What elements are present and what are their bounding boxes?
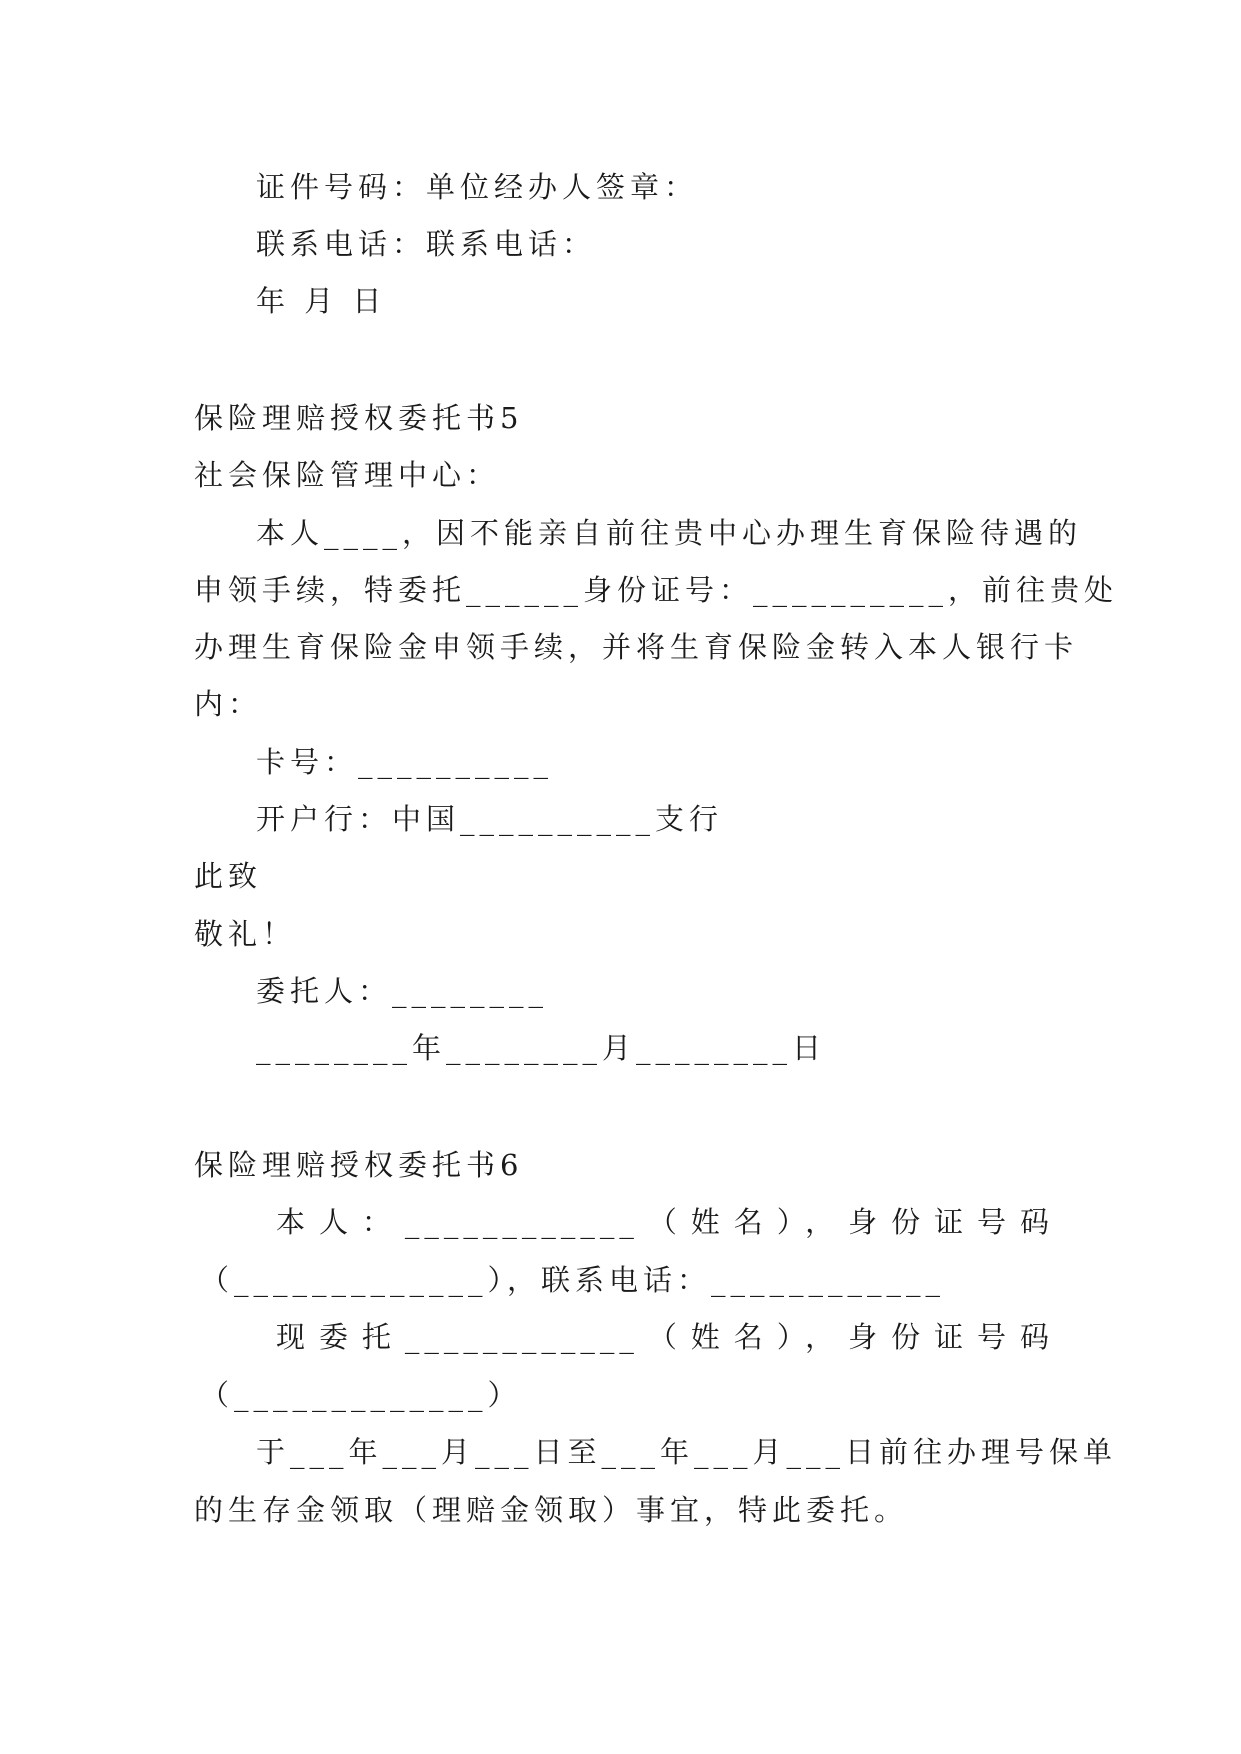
doc6-title: 保险理赔授权委托书6 [194,1148,524,1182]
id-number-signature-line: 证件号码：单位经办人签章： [256,170,699,204]
doc6-para2-line-1: 现委托____________（姓名），身份证号码 [276,1320,1054,1354]
doc5-date: ________年________月________日 [256,1031,827,1065]
phone-line: 联系电话：联系电话： [256,227,597,261]
doc5-paragraph-line-1: 本人____，因不能亲自前往贵中心办理生育保险待遇的 [256,516,1083,550]
doc6-para1-line-2: （_____________），联系电话：____________ [200,1263,946,1297]
doc5-paragraph-line-3: 办理生育保险金申领手续，并将生育保险金转入本人银行卡 [194,630,1079,664]
doc5-addressee: 社会保险管理中心： [194,458,501,492]
doc6-para2-line-2: （_____________） [200,1378,522,1412]
doc6-para3-line-2: 的生存金领取（理赔金领取）事宜，特此委托。 [194,1493,909,1527]
doc5-paragraph-line-2: 申领手续，特委托______身份证号：__________，前往贵处 [194,573,1119,607]
doc6-para1-line-1: 本人：____________（姓名），身份证号码 [276,1205,1054,1239]
date-line: 年 月 日 [256,284,387,318]
doc6-para3-line-1: 于___年___月___日至___年___月___日前往办理号保单 [256,1435,1118,1469]
doc5-closing-1: 此致 [194,859,263,893]
doc5-card-number: 卡号：__________ [256,745,554,779]
doc5-client: 委托人：________ [256,974,549,1008]
doc5-paragraph-line-4: 内： [194,687,263,721]
doc5-bank: 开户行：中国__________支行 [256,802,724,836]
doc5-closing-2: 敬礼！ [194,917,297,951]
doc5-title: 保险理赔授权委托书5 [194,401,524,435]
